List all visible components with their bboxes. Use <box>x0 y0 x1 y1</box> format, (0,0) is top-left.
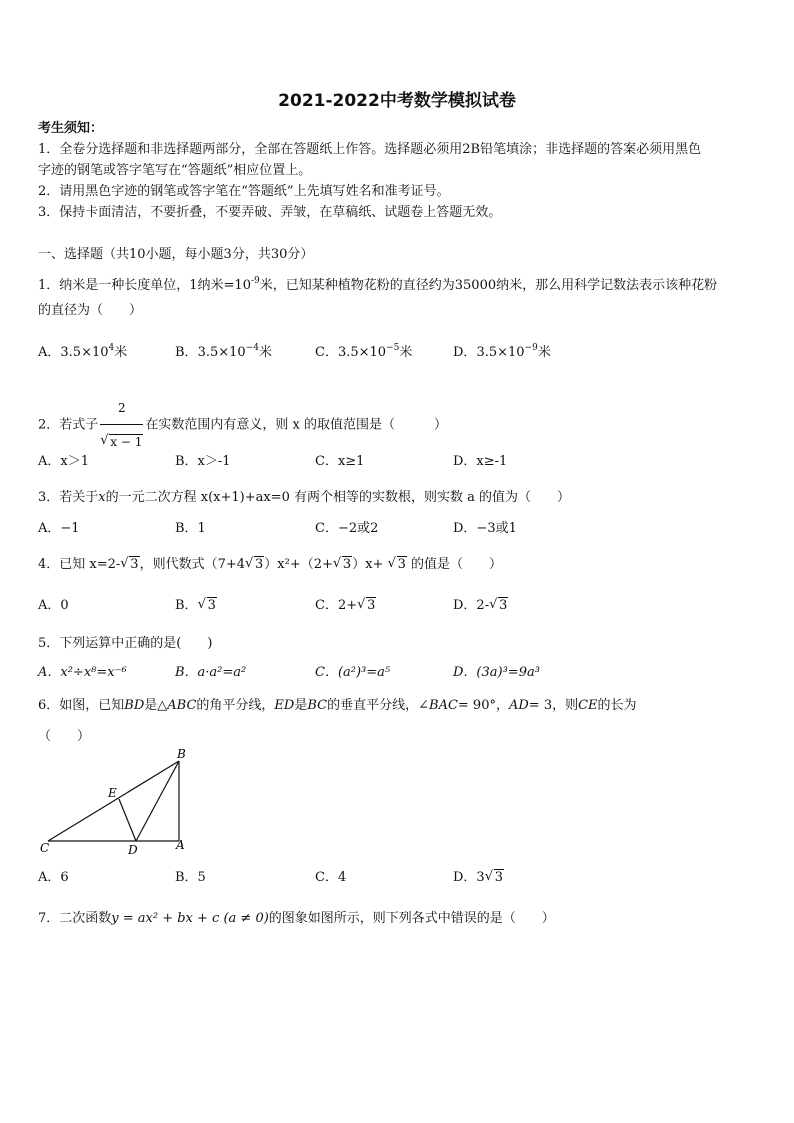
notice-item-2: 2．请用黑色字迹的钢笔或答字笔在“答题纸”上先填写姓名和准考证号。 <box>38 184 450 199</box>
question-3-option-a[interactable]: A．−1 <box>38 521 80 536</box>
label-e: E <box>108 786 117 800</box>
question-1-stem: 1．纳米是一种长度单位，1纳米$=10^{-9}$米，已知某种植物花粉的直径约为35000纳米，那么用科学记数法表示该种花粉 <box>38 276 718 293</box>
question-4-option-d[interactable]: D．2- √ 3 <box>453 597 508 613</box>
segment-bd <box>136 761 179 841</box>
segment-cb <box>48 761 179 841</box>
question-3-stem: 3．若关于x的一元二次方程 x(x+1)+ax=0 有两个相等的实数根，则实数 a 的值为（ ） <box>38 490 571 505</box>
label-b: B <box>177 748 186 761</box>
question-7-stem: 7．二次函数y = ax² + bx + c (a ≠ 0)的图象如图所示，则下列各式中错误的是（ ） <box>38 911 555 926</box>
question-3-option-c[interactable]: C．−2或2 <box>315 521 379 536</box>
question-6-option-a[interactable]: A．6 <box>38 870 69 885</box>
question-5-stem: 5．下列运算中正确的是( ) <box>38 636 213 651</box>
question-6-stem-cont: （ ） <box>38 729 91 744</box>
question-1-option-c[interactable]: C．$3.5\times 10^{-5}$米 <box>315 343 413 360</box>
question-1-option-b[interactable]: B．$3.5\times 10^{-4}$米 <box>175 343 272 360</box>
question-2-option-c[interactable]: C．x≥1 <box>315 454 365 469</box>
question-2-option-a[interactable]: A．x＞1 <box>38 454 89 469</box>
question-5-option-d[interactable]: D．(3a)³=9a³ <box>453 665 540 680</box>
triangle-figure <box>36 748 206 860</box>
notice-item-1-cont: 字迹的钢笔或答字笔写在“答题纸”相应位置上。 <box>38 163 312 178</box>
notice-item-1: 1．全卷分选择题和非选择题两部分，全部在答题纸上作答。选择题必须用2B铅笔填涂；非选择题的答案必须用黑色 <box>38 142 702 157</box>
question-5-option-a[interactable]: A．x²÷x⁸=x⁻⁶ <box>38 665 127 680</box>
question-3-option-d[interactable]: D．−3或1 <box>453 521 517 536</box>
label-c: C <box>40 841 50 855</box>
notice-item-3: 3．保持卡面清洁，不要折叠，不要弄破、弄皱，在草稿纸、试题卷上答题无效。 <box>38 205 502 220</box>
question-4-option-a[interactable]: A．0 <box>38 598 69 613</box>
question-5-option-b[interactable]: B．a·a²=a² <box>175 665 247 680</box>
label-a: A <box>176 838 185 852</box>
question-4-option-b[interactable]: B． √ 3 <box>175 597 216 613</box>
question-1-option-a[interactable]: A．$3.5\times 10^4$米 <box>38 343 128 360</box>
question-3-option-b[interactable]: B．1 <box>175 521 206 536</box>
question-2-option-b[interactable]: B．x＞-1 <box>175 454 231 469</box>
question-2-stem: 2．若式子 2 √ x − 1 在实数范围内有意义，则 x 的取值范围是（ ） <box>38 392 447 458</box>
question-6-option-b[interactable]: B．5 <box>175 870 206 885</box>
section-heading: 一、选择题（共10小题，每小题3分，共30分） <box>38 247 314 262</box>
page-title: 2021-2022中考数学模拟试卷 <box>278 91 516 111</box>
question-4-stem: 4．已知 x=2- √ 3，则代数式（7+4 √ 3）x²+（2+ √ 3）x+ √ 3 的值是（ ） <box>38 556 502 572</box>
segment-ed <box>119 799 136 841</box>
notice-heading: 考生须知： <box>38 121 104 136</box>
question-6-stem: 6．如图，已知BD是△ABC的角平分线，ED是BC的垂直平分线，∠BAC= 90°，AD= 3，则CE的长为 <box>38 698 637 713</box>
question-6-option-c[interactable]: C．4 <box>315 870 347 885</box>
question-2-option-d[interactable]: D．x≥-1 <box>453 454 508 469</box>
question-1-option-d[interactable]: D．$3.5\times 10^{-9}$米 <box>453 343 551 360</box>
question-4-option-c[interactable]: C．2+ √ 3 <box>315 597 376 613</box>
fraction: 2 √ x − 1 <box>100 392 143 458</box>
label-d: D <box>128 843 138 857</box>
question-1-stem-cont: 的直径为（ ） <box>38 303 143 318</box>
question-5-option-c[interactable]: C．(a²)³=a⁵ <box>315 665 391 680</box>
question-6-option-d[interactable]: D．3 √ 3 <box>453 869 503 885</box>
